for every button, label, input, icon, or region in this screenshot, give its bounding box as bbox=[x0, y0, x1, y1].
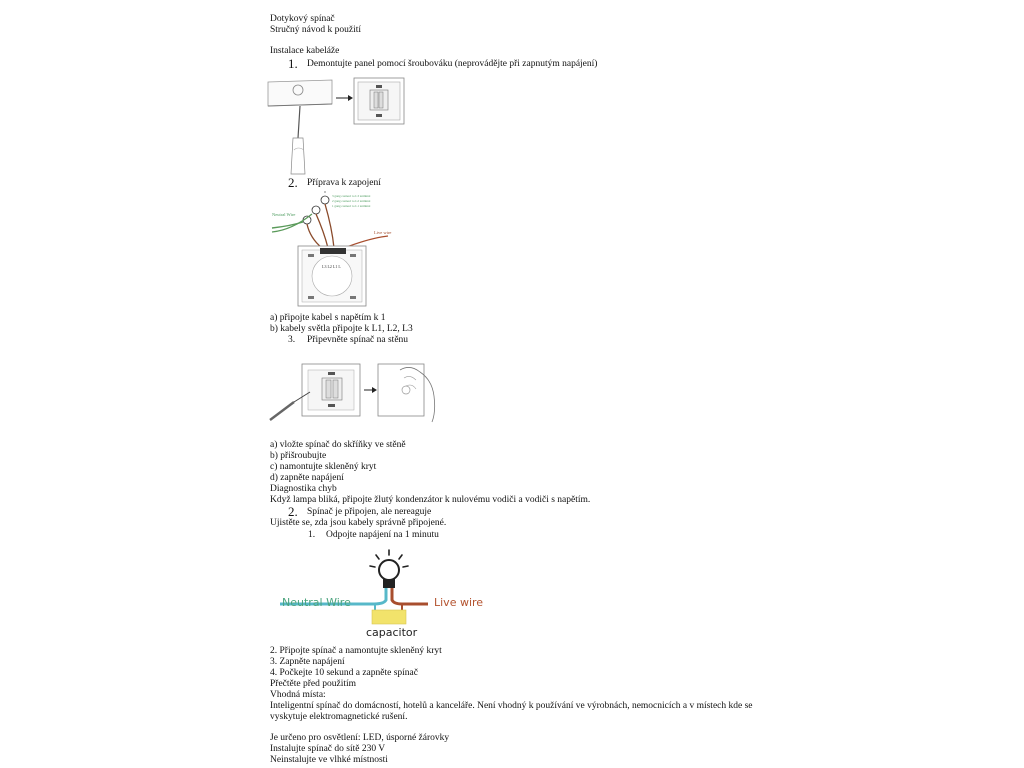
step4-text: Spínač je připojen, ale nereaguje bbox=[307, 507, 432, 517]
mounting-illustration bbox=[266, 362, 444, 428]
read-before-heading: Přečtěte před použitím bbox=[270, 679, 356, 689]
check-text: Ujistěte se, zda jsou kabely správně připojené. bbox=[270, 518, 447, 528]
step1-text: Demontujte panel pomocí šroubováku (neprovádějte při zapnutým napájení) bbox=[307, 59, 598, 69]
install-230v: Instalujte spínač do sítě 230 V bbox=[270, 744, 386, 754]
step4-number: 2. bbox=[288, 504, 298, 519]
lamp-icon bbox=[312, 206, 320, 214]
capacitor-caption: capacitor bbox=[366, 626, 418, 639]
section-install-heading: Instalace kabeláže bbox=[270, 46, 340, 56]
step2-number: 2. bbox=[288, 175, 298, 190]
suitable-text-1: Inteligentní spínač do domácností, hotelů a kanceláře. Není vhodný k používání ve výrobnách, nemocnicích a v místech kde se bbox=[270, 701, 753, 711]
live-wire-label: Live wire bbox=[374, 230, 392, 235]
lamp-note-2: 2 gang connect to L2 terminal bbox=[332, 199, 371, 203]
lamp-note-3: 3 gang connect to L3 terminal bbox=[332, 194, 371, 198]
lamp-note-1: 1 gang connect to L1 terminal bbox=[332, 204, 371, 208]
lightbulb-icon bbox=[370, 550, 408, 588]
terminal-labels: L3 L2 L1 L bbox=[322, 264, 341, 269]
neutral-wire-label: Neutral Wire bbox=[272, 212, 296, 217]
wiring-illustration bbox=[270, 188, 410, 312]
step3-note-c: c) namontujte skleněný kryt bbox=[270, 462, 377, 472]
diagnostics-heading: Diagnostika chyb bbox=[270, 484, 337, 494]
step3-number: 3. bbox=[288, 335, 296, 345]
panel-removal-illustration bbox=[266, 74, 416, 178]
after-step-3: 3. Zapněte napájení bbox=[270, 657, 345, 667]
step3-note-a: a) vložte spínač do skříňky ve stěně bbox=[270, 440, 406, 450]
lamp-icon bbox=[321, 191, 329, 204]
intended-use: Je určeno pro osvětlení: LED, úsporné žárovky bbox=[270, 733, 450, 743]
capacitor-illustration bbox=[278, 546, 488, 642]
step2-note-b: b) kabely světla připojte k L1, L2, L3 bbox=[270, 324, 413, 334]
step1-number: 1. bbox=[288, 56, 298, 71]
doc-subtitle: Stručný návod k použití bbox=[270, 25, 362, 35]
doc-title: Dotykový spínač bbox=[270, 14, 335, 24]
sub1-text: Odpojte napájení na 1 minutu bbox=[326, 530, 439, 540]
step3-text: Připevněte spínač na stěnu bbox=[307, 335, 409, 345]
sub1-number: 1. bbox=[308, 530, 316, 540]
step3-note-b: b) přišroubujte bbox=[270, 451, 327, 461]
step2-note-a: a) připojte kabel s napětím k 1 bbox=[270, 313, 386, 323]
suitable-heading: Vhodná místa: bbox=[270, 690, 326, 700]
not-wet-rooms: Neinstalujte ve vlhké místnosti bbox=[270, 755, 388, 765]
suitable-text-2: vyskytuje elektromagnetické rušení. bbox=[270, 712, 408, 722]
after-step-4: 4. Počkejte 10 sekund a zapněte spínač bbox=[270, 668, 418, 678]
step2-text: Příprava k zapojení bbox=[307, 178, 381, 188]
neutral-wire-caption: Neutral Wire bbox=[282, 596, 351, 609]
step3-note-d: d) zapněte napájení bbox=[270, 473, 344, 483]
live-wire-caption: Live wire bbox=[434, 596, 484, 609]
after-step-2: 2. Připojte spínač a namontujte skleněný kryt bbox=[270, 646, 442, 656]
diagnostics-text: Když lampa bliká, připojte žlutý kondenzátor k nulovému vodiči a vodiči s napětím. bbox=[270, 495, 591, 505]
